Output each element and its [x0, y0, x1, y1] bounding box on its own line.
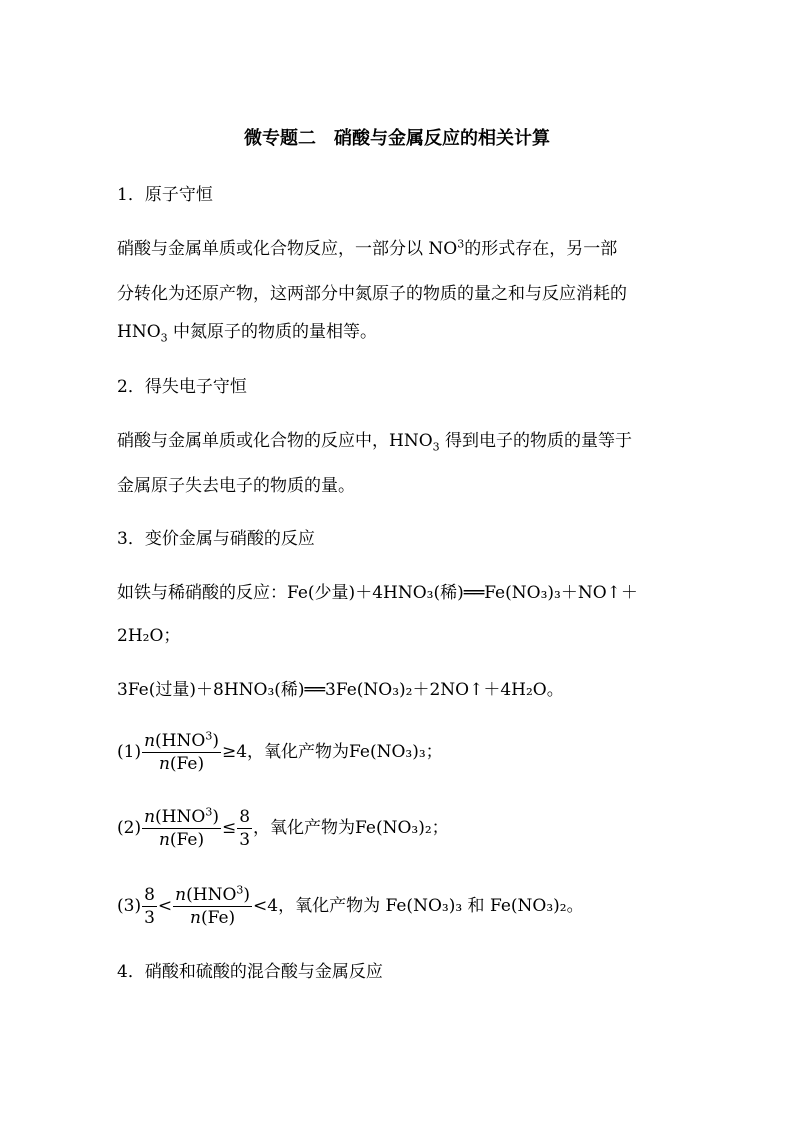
section-heading-4: 4．硝酸和硫酸的混合酸与金属反应: [117, 962, 383, 982]
fraction: $\frac{n(HNO^3)}{n(Fe)}$: [144, 729, 219, 774]
section-heading-3: 3．变价金属与硝酸的反应: [117, 529, 315, 549]
fraction: $\frac{n(HNO^3)}{n(Fe)}$: [175, 883, 251, 928]
paragraph-line: 分转化为还原产物，这两部分中氮原子的物质的量之和与反应消耗的: [117, 284, 627, 304]
paragraph-line: 硝酸与金属单质或化合物的反应中，$HNO_3$ 得到电子的物质的量等于: [117, 431, 633, 454]
fraction: $\frac{8}{3}$: [239, 807, 251, 850]
fraction: $\frac{n(HNO^3)}{n(Fe)}$: [144, 805, 219, 850]
paragraph-line: $HNO_3$ 中氮原子的物质的量相等。: [117, 322, 378, 345]
paragraph-line: 金属原子失去电子的物质的量。: [117, 476, 355, 496]
section-heading-2: 2．得失电子守恒: [117, 377, 247, 397]
condition-3: (3) $\frac{8}{3}$ < $\frac{n(HNO^3)}{n(Fe)}$ <4，氧化产物为 Fe(NO₃)₃ 和 Fe(NO₃)₂。: [117, 883, 584, 928]
equation-line: 如铁与稀硝酸的反应：Fe(少量)＋4HNO₃(稀)══Fe(NO₃)₃＋NO↑＋: [117, 583, 638, 603]
paragraph-line: 硝酸与金属单质或化合物反应，一部分以 $NO^3$的形式存在，另一部: [117, 237, 618, 259]
condition-1: (1) $\frac{n(HNO^3)}{n(Fe)}$ ≥4，氧化产物为Fe(NO₃)₃；: [117, 729, 443, 774]
equation-line: 2H₂O；: [117, 626, 181, 646]
section-heading-1: 1．原子守恒: [117, 185, 213, 205]
condition-2: (2) $\frac{n(HNO^3)}{n(Fe)}$ ≤ $\frac{8}{3}$ ，氧化产物为Fe(NO₃)₂；: [117, 805, 449, 850]
equation-line: 3Fe(过量)＋8HNO₃(稀)══3Fe(NO₃)₂＋2NO↑＋4H₂O。: [117, 680, 564, 700]
page-title: 微专题二 硝酸与金属反应的相关计算: [244, 128, 550, 149]
fraction: $\frac{8}{3}$: [144, 885, 155, 928]
